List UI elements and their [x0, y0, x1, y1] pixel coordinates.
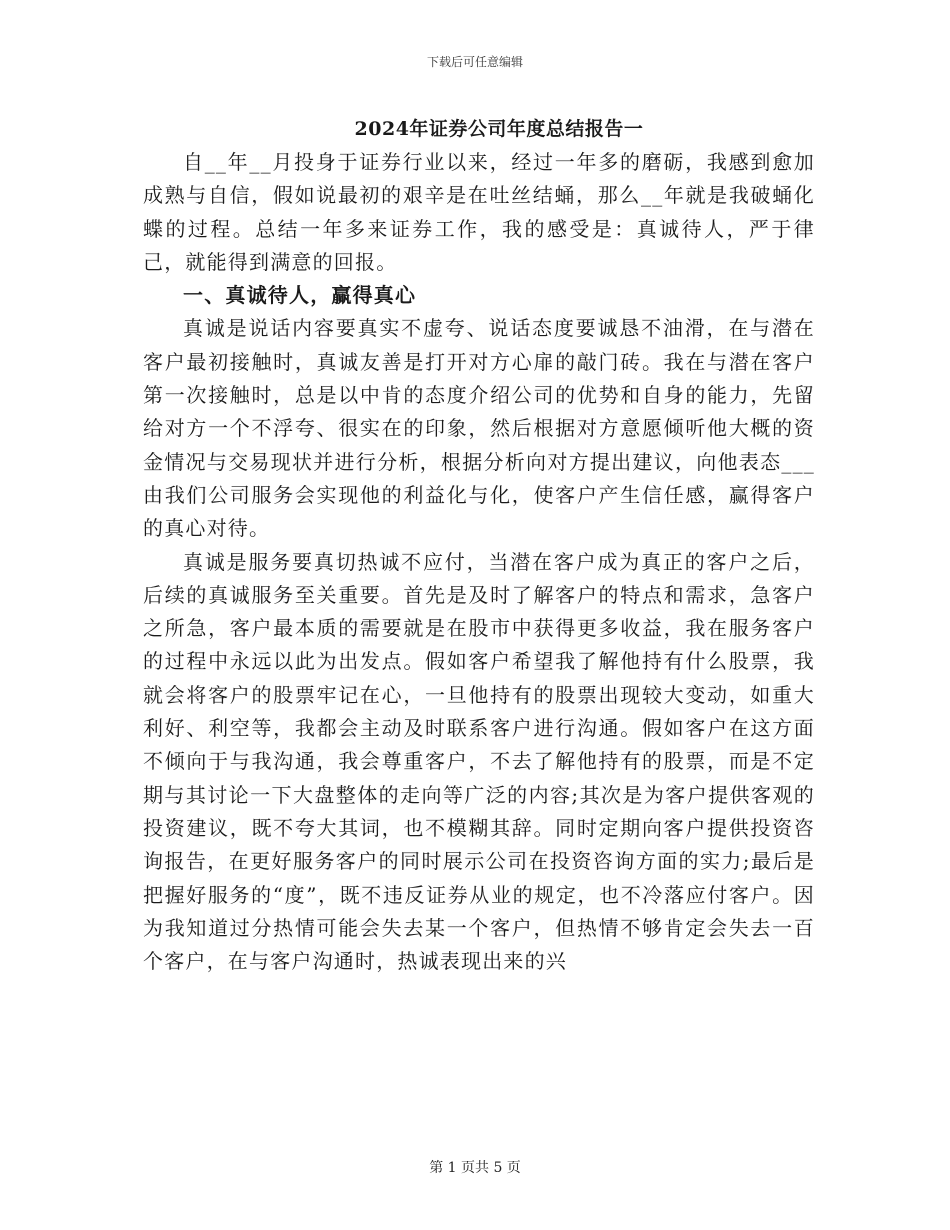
- paragraph-sincerity-service: 真诚是服务要真切热诚不应付，当潜在客户成为真正的客户之后，后续的真诚服务至关重要。首先是及时了解客户的特点和需求，急客户之所急，客户最本质的需要就是在股市中获得更多收益，我在服务客户的过程中永远以此为出发点。假如客户希望我了解他持有什么股票，我就会将客户的股票牢记在心，一旦他持有的股票出现较大变动，如重大利好、利空等，我都会主动及时联系客户进行沟通。假如客户在这方面不倾向于与我沟通，我会尊重客户，不去了解他持有的股票，而是不定期与其讨论一下大盘整体的走向等广泛的内容;其次是为客户提供客观的投资建议，既不夸大其词，也不模糊其辞。同时定期向客户提供投资咨询报告，在更好服务客户的同时展示公司在投资咨询方面的实力;最后是把握好服务的“度”，既不违反证券从业的规定，也不冷落应付客户。因为我知道过分热情可能会失去某一个客户，但热情不够肯定会失去一百个客户，在与客户沟通时，热诚表现出来的兴: [143, 549, 815, 974]
- document-title: 2024年证券公司年度总结报告一: [354, 118, 644, 140]
- paragraph-intro: 自__年__月投身于证券行业以来，经过一年多的磨砺，我感到愈加成熟与自信，假如说最初的艰辛是在吐丝结蛹，那么__年就是我破蛹化蝶的过程。总结一年多来证券工作，我的感受是：真诚待人，严于律己，就能得到满意的回报。: [143, 150, 815, 274]
- page-header: 下载后可任意编辑: [426, 55, 523, 69]
- paragraph-sincerity-speech: 真诚是说话内容要真实不虚夸、说话态度要诚恳不油滑，在与潜在客户最初接触时，真诚友善是打开对方心扉的敲门砖。我在与潜在客户第一次接触时，总是以中肯的态度介绍公司的优势和自身的能力，先留给对方一个不浮夸、很实在的印象，然后根据对方意愿倾听他大概的资金情况与交易现状并进行分析，根据分析向对方提出建议，向他表态___由我们公司服务会实现他的利益化与化，使客户产生信任感，赢得客户的真心对待。: [143, 316, 815, 541]
- page-footer: 第 1 页共 5 页: [429, 1160, 521, 1176]
- document-body: [143, 146, 815, 978]
- section-heading: 一、真诚待人，赢得真心: [183, 283, 417, 308]
